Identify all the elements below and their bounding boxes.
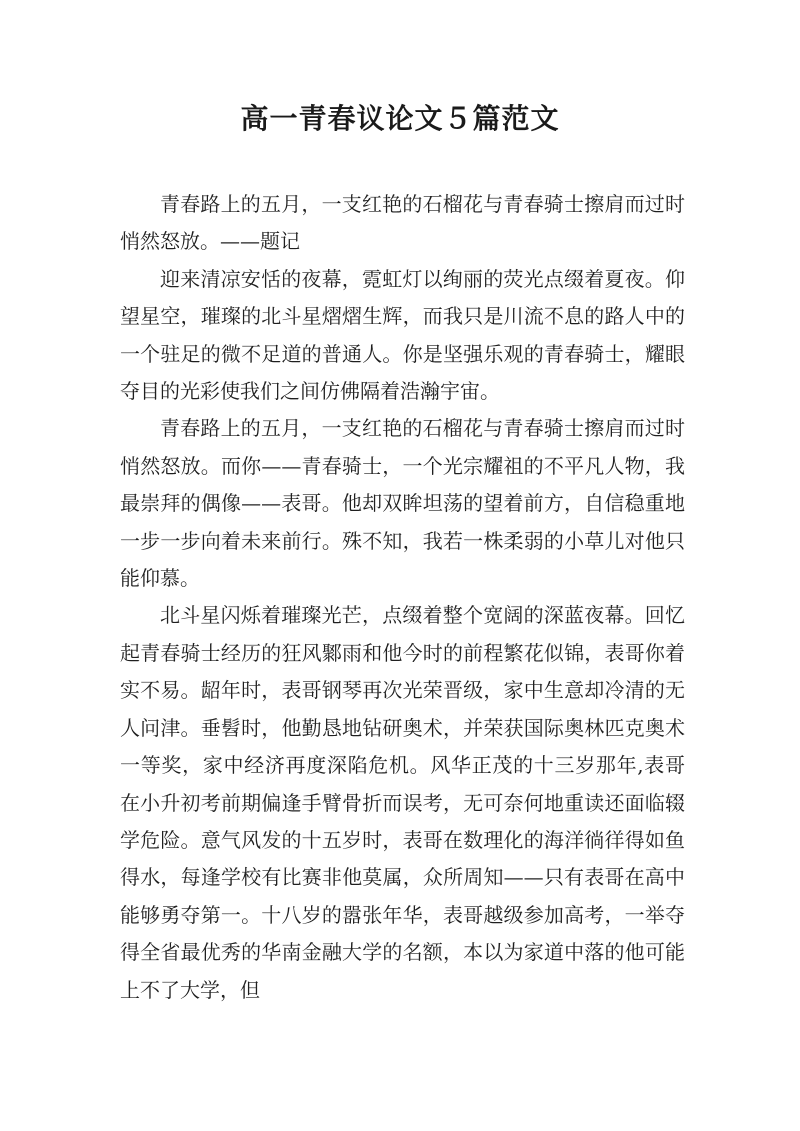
- paragraph: 北斗星闪烁着璀璨光芒，点缀着整个宽阔的深蓝夜幕。回忆起青春骑士经历的狂风鄹雨和他今时的前程繁花似锦，表哥你着实不易。龆年时，表哥钢琴再次光荣晋级，家中生意却冷清的无人问津。垂髫时，他勤恳地钻研奥术，并荣获国际奥林匹克奥术一等奖，家中经济再度深陷危机。风华正茂的十三岁那年,表哥在小升初考前期偏逢手臂骨折而误考，无可奈何地重读还面临辍学危险。意气风发的十五岁时，表哥在数理化的海洋徜徉得如鱼得水，每逢学校有比赛非他莫属，众所周知——只有表哥在高中能够勇夺第一。十八岁的嚣张年华，表哥越级参加高考，一举夺得全省最优秀的华南金融大学的名额，本以为家道中落的他可能上不了大学，但: [120, 603, 685, 1002]
- paragraph: 青春路上的五月，一支红艳的石榴花与青春骑士擦肩而过时悄然怒放。而你——青春骑士，一个光宗耀祖的不平凡人物，我最崇拜的偶像——表哥。他却双眸坦荡的望着前方，自信稳重地一步一步向着未来前行。殊不知，我若一株柔弱的小草儿对他只能仰慕。: [120, 416, 685, 591]
- document-title: 高一青春议论文５篇范文: [240, 102, 560, 135]
- paragraph-epigraph: 青春路上的五月，一支红艳的石榴花与青春骑士擦肩而过时悄然怒放。——题记: [120, 192, 685, 254]
- paragraph: 迎来清凉安恬的夜幕，霓虹灯以绚丽的荧光点缀着夏夜。仰望星空，璀璨的北斗星熠熠生辉，而我只是川流不息的路人中的一个驻足的微不足道的普通人。你是坚强乐观的青春骑士，耀眼夺目的光彩使我们之间仿佛隔着浩瀚宇宙。: [120, 266, 685, 404]
- document-body: [120, 186, 685, 1009]
